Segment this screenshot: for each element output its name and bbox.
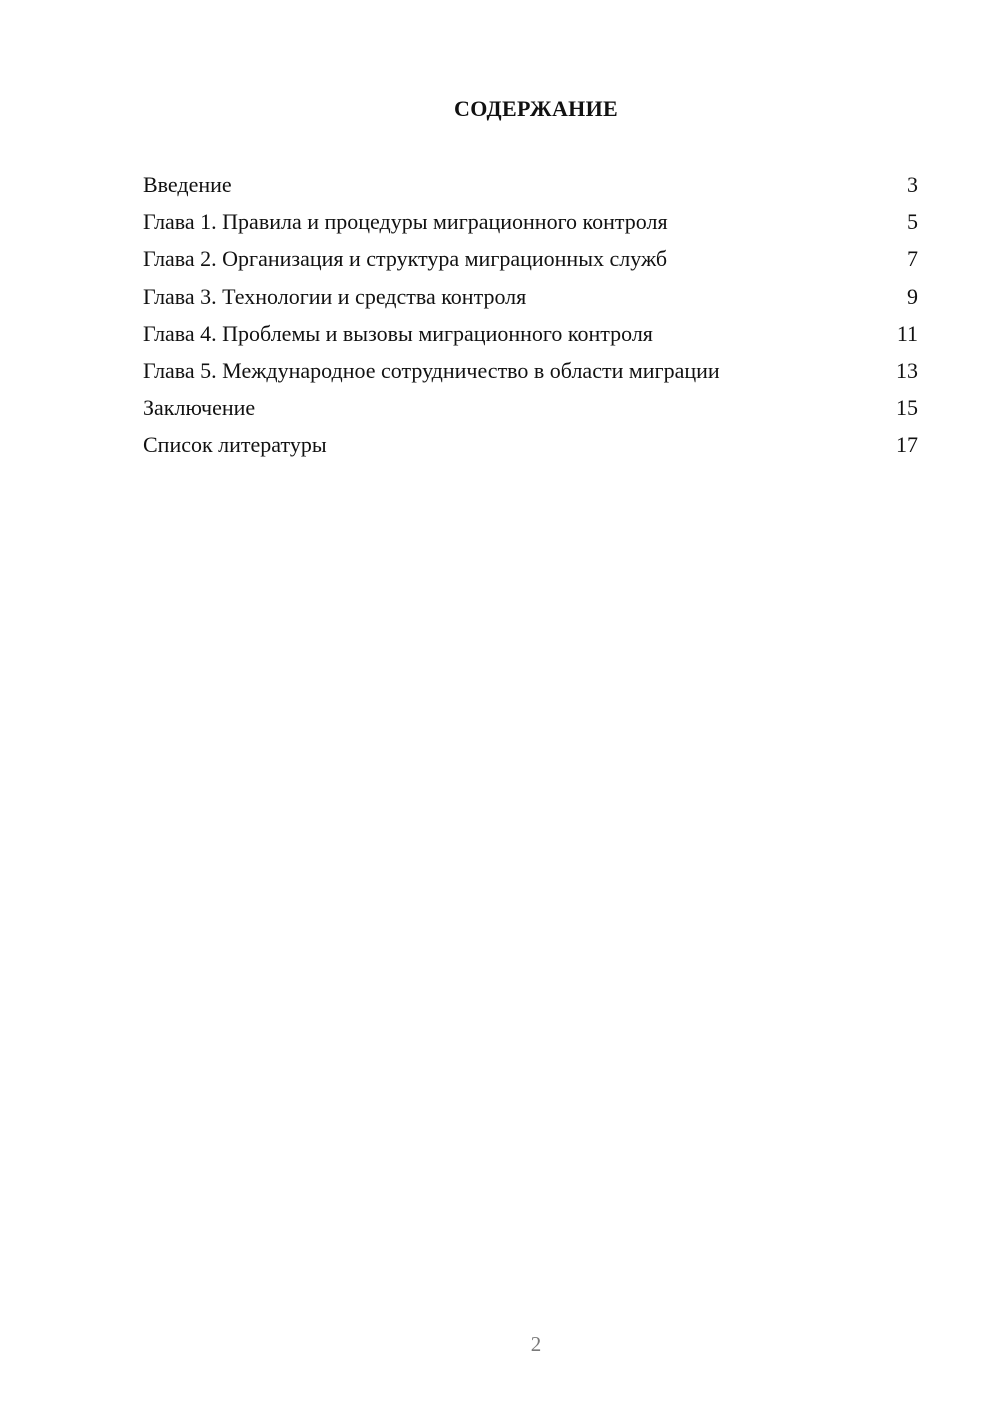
toc-entry-page: 9 — [907, 283, 918, 309]
toc-entry-introduction[interactable] — [143, 166, 918, 203]
toc-entry-title: Введение — [143, 172, 232, 197]
toc-entry-title: Глава 2. Организация и структура миграционных служб — [143, 246, 668, 272]
page-title: СОДЕРЖАНИЕ — [454, 96, 618, 121]
toc-entry-conclusion[interactable] — [143, 389, 918, 426]
toc-entry-chapter-5[interactable] — [143, 352, 918, 389]
toc-entry-chapter-3[interactable] — [143, 278, 918, 315]
toc-entry-page: 17 — [896, 432, 918, 458]
toc-entry-page: 5 — [907, 209, 918, 235]
table-of-contents — [143, 166, 918, 464]
toc-entry-chapter-2[interactable] — [143, 240, 918, 277]
toc-entry-title: Глава 4. Проблемы и вызовы миграционного контроля — [143, 320, 653, 346]
toc-entry-title: Глава 3. Технологии и средства контроля — [143, 283, 527, 309]
page-number: 2 — [530, 1332, 542, 1356]
toc-entry-title: Глава 1. Правила и процедуры миграционного контроля — [143, 209, 668, 235]
toc-entry-page: 7 — [907, 246, 918, 272]
toc-entry-title: Список литературы — [143, 432, 327, 458]
toc-entry-chapter-1[interactable] — [143, 203, 918, 240]
toc-entry-chapter-4[interactable] — [143, 315, 918, 352]
toc-entry-page: 3 — [907, 172, 918, 197]
toc-entry-page: 15 — [896, 395, 918, 421]
toc-entry-page: 11 — [896, 320, 918, 346]
toc-entry-title: Заключение — [143, 395, 256, 421]
toc-entry-bibliography[interactable] — [143, 426, 918, 463]
toc-entry-page: 13 — [896, 357, 918, 383]
toc-entry-title: Глава 5. Международное сотрудничество в области миграции — [143, 357, 720, 383]
